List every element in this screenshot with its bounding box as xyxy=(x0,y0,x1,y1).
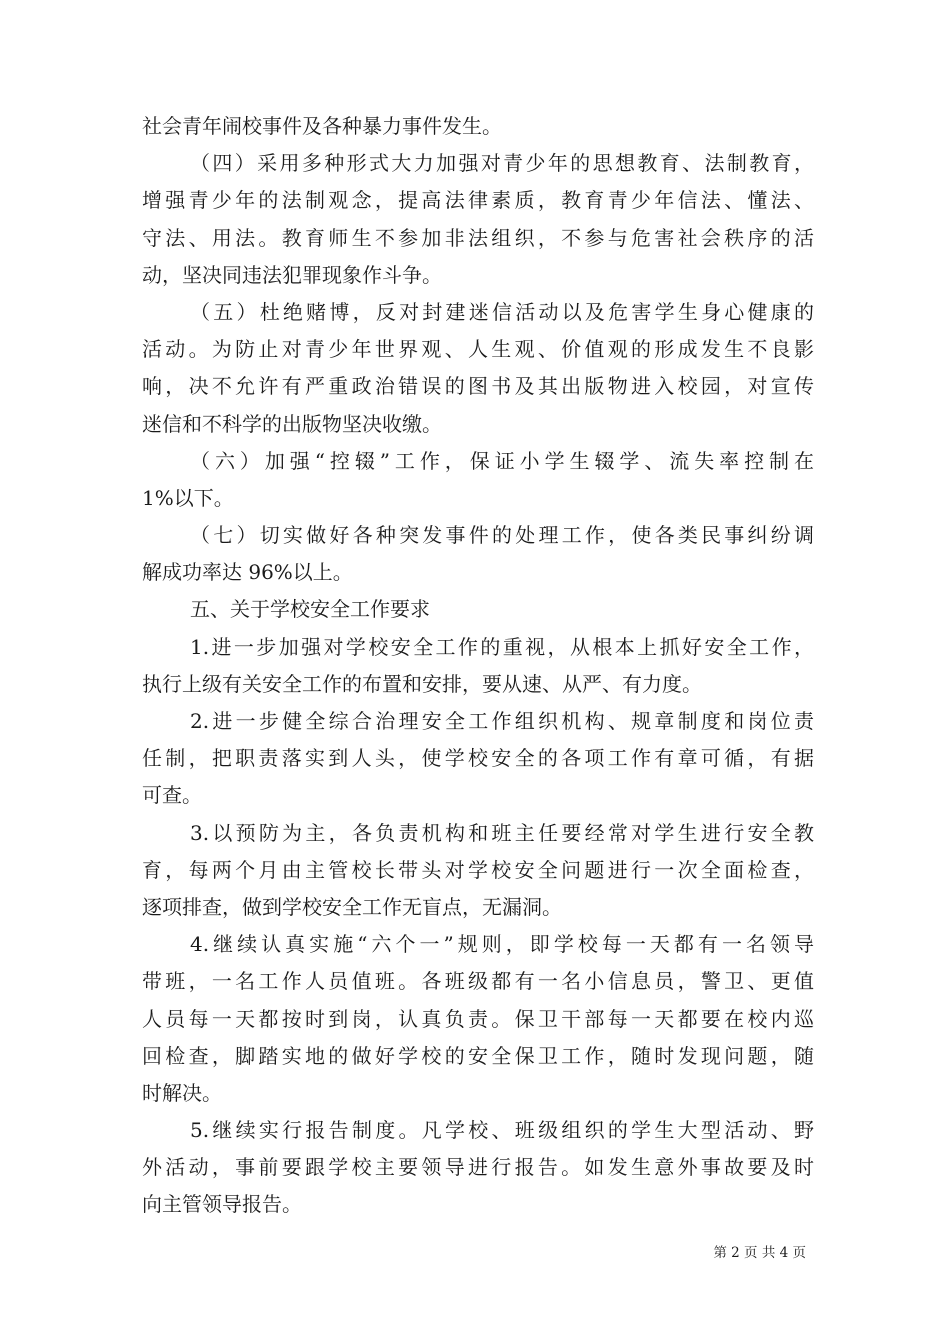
document-body xyxy=(142,108,814,1224)
text-line: 育，每两个月由主管校长带头对学校安全问题进行一次全面检查， xyxy=(142,857,814,882)
text-line: 逐项排查，做到学校安全工作无盲点，无漏洞。 xyxy=(142,894,562,919)
text-line: 人员每一天都按时到岗，认真负责。保卫干部每一天都要在校内巡 xyxy=(142,1006,814,1031)
text-line: 向主管领导报告。 xyxy=(142,1192,302,1217)
text-line: （六）加强“控辍”工作，保证小学生辍学、流失率控制在 xyxy=(190,448,814,473)
text-line: 5.继续实行报告制度。凡学校、班级组织的学生大型活动、野 xyxy=(190,1118,814,1143)
text-line: 可查。 xyxy=(142,783,202,808)
text-line: 活动。为防止对青少年世界观、人生观、价值观的形成发生不良影 xyxy=(142,337,814,362)
text-line: 外活动，事前要跟学校主要领导进行报告。如发生意外事故要及时 xyxy=(142,1155,814,1180)
text-line: 动，坚决同违法犯罪现象作斗争。 xyxy=(142,262,442,287)
text-line: 2.进一步健全综合治理安全工作组织机构、规章制度和岗位责 xyxy=(190,709,814,733)
page-number: 第 2 页 共 4 页 xyxy=(713,1245,806,1261)
text-line: 解成功率达 96%以上。 xyxy=(142,560,353,585)
text-line: （五）杜绝赌博，反对封建迷信活动以及危害学生身心健康的 xyxy=(190,299,814,324)
section-heading: 五、关于学校安全工作要求 xyxy=(190,597,430,622)
text-line: 3.以预防为主，各负责机构和班主任要经常对学生进行安全教 xyxy=(190,820,814,845)
text-line: 时解决。 xyxy=(142,1080,222,1105)
text-line: 带班，一名工作人员值班。各班级都有一名小信息员，警卫、更值 xyxy=(142,969,814,994)
text-line: 1.进一步加强对学校安全工作的重视，从根本上抓好安全工作， xyxy=(190,634,814,659)
text-line: 回检查，脚踏实地的做好学校的安全保卫工作，随时发现问题，随 xyxy=(142,1043,814,1068)
text-line: 社会青年闹校事件及各种暴力事件发生。 xyxy=(142,114,502,138)
text-line: 任制，把职责落实到人头，使学校安全的各项工作有章可循，有据 xyxy=(142,746,814,771)
text-line: 1%以下。 xyxy=(142,485,234,510)
text-line: 4.继续认真实施“六个一”规则，即学校每一天都有一名领导 xyxy=(190,932,814,957)
text-line: （七）切实做好各种突发事件的处理工作，使各类民事纠纷调 xyxy=(190,523,814,548)
text-line: 增强青少年的法制观念，提高法律素质，教育青少年信法、懂法、 xyxy=(142,188,814,213)
text-line: 迷信和不科学的出版物坚决收缴。 xyxy=(142,411,442,436)
text-line: 守法、用法。教育师生不参加非法组织，不参与危害社会秩序的活 xyxy=(142,225,814,250)
text-line: 响，决不允许有严重政治错误的图书及其出版物进入校园，对宣传 xyxy=(142,374,814,399)
text-line: （四）采用多种形式大力加强对青少年的思想教育、法制教育， xyxy=(190,151,814,176)
text-line: 执行上级有关安全工作的布置和安排，要从速、从严、有力度。 xyxy=(142,671,702,696)
